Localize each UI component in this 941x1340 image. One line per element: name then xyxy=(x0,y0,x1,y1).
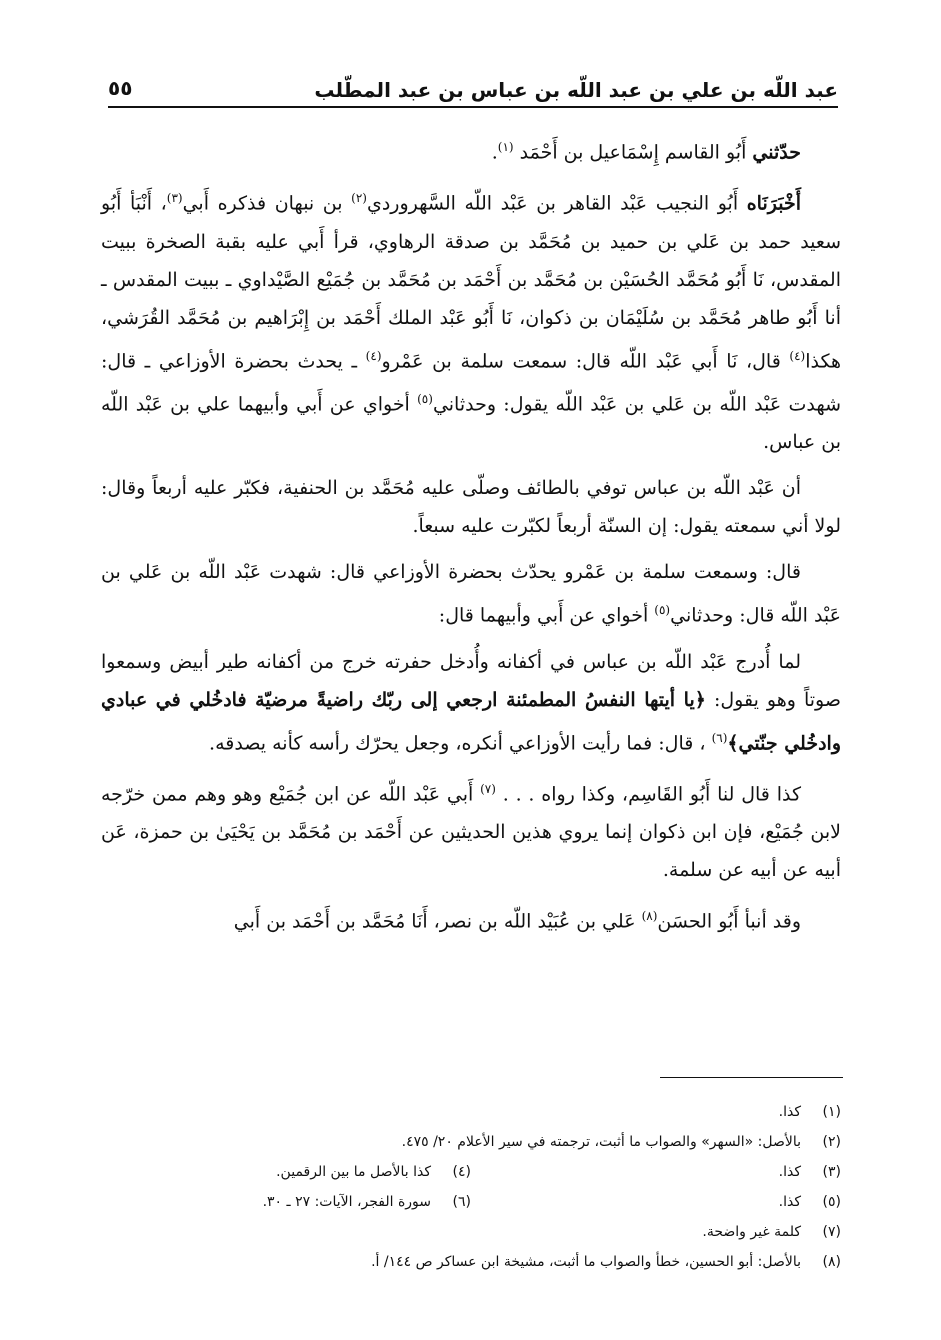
footnote-col xyxy=(471,1187,841,1217)
footnote-text: كذا بالأصل ما بين الرقمين. xyxy=(276,1164,431,1180)
header-rule xyxy=(108,106,838,108)
text-run: لما أُدرج عَبْد اللّه بن عباس في أكفانه وأُدخل حفرته خرج من أكفانه طير أبيض وسمعوا صوتاً وهو يقول: xyxy=(101,650,841,711)
footnote-text: بالأصل: أبو الحسين، خطأ والصواب ما أثبت، مشيخة ابن عساكر ص ١٤٤/ أ. xyxy=(371,1254,801,1270)
text-run: أَبي عَبْد اللّه عن ابن جُمَيْع وهو وهم ممن خرّجه لابن جُمَيْع، فإن ابن ذكوان إنما يروي هذين الحديثين عن أَحْمَد بن مُحَمَّد بن يَحْيَىٰ بن حمزة، عَن أبيه عن أبيه عن سلمة. xyxy=(101,783,841,882)
footnote-ref: (١) xyxy=(497,140,514,154)
text-run: بن نبهان فذكره xyxy=(217,192,343,215)
text-run: قال، نَا أَبي عَبْد اللّه قال: سمعت سلمة بن عَمْرو xyxy=(381,349,781,372)
text-run: أَبُو القاسم إِسْمَاعيل بن أَحْمَد xyxy=(519,141,747,164)
quran-verse: ﴿يا أيتها النفسُ المطمئنة ارجعي إلى ربّك راضيةً مرضيّة فادخُلي في عبادي وادخُلي جنّتي﴾ xyxy=(101,688,841,754)
footnote xyxy=(101,1157,841,1187)
footnote xyxy=(101,1247,841,1277)
footnote-ref: (٨) xyxy=(641,909,658,924)
footnote xyxy=(101,1217,841,1247)
paragraph-1: حدّثني أَبُو القاسم إِسْمَاعيل بن أَحْمَد $^{(١)}$. xyxy=(491,140,801,164)
text-run: قال: وسمعت سلمة بن عَمْرو يحدّث بحضرة الأوزاعي قال: شهدت عَبْد اللّه بن عَلي بن عَبْد اللّه قال: وحدثاني xyxy=(101,561,841,627)
bold-term: حدّثني xyxy=(752,141,801,164)
footnote-number: (١) xyxy=(822,1104,841,1120)
footnote-number: (٦) xyxy=(452,1194,471,1210)
footnote-ref: (٤) xyxy=(365,348,382,363)
footnote-ref: (٥) xyxy=(417,391,433,406)
paragraph-7 xyxy=(101,897,841,940)
footnote-col xyxy=(101,1157,471,1187)
footnote-text: كذا. xyxy=(778,1194,801,1210)
text-run: أَبي xyxy=(182,192,209,215)
footnote-ref: (٢) xyxy=(351,191,367,206)
footnote xyxy=(101,1187,841,1217)
footnote-number: (٢) xyxy=(822,1134,841,1150)
footnote-separator xyxy=(660,1077,843,1078)
text-run: أخواي عن أَبي وأبيهما قال: xyxy=(438,604,649,627)
footnote-text: كذا. xyxy=(778,1164,801,1180)
footnote-col xyxy=(101,1187,471,1217)
text-run: عَلي بن عُبَيْد اللّه بن نصر، أَنَا مُحَمَّد بن أَحْمَد بن أَبي xyxy=(233,910,636,933)
footnote-ref: (٥) xyxy=(654,603,671,618)
text-run: أَبُو النجيب عَبْد القاهر بن عَبْد اللّه السَّهروردي xyxy=(366,192,739,215)
footnote-text: كلمة غير واضحة. xyxy=(702,1224,801,1240)
footnote-text: بالأصل: «السهر» والصواب ما أثبت، ترجمته في سير الأعلام ٢٠/ ٤٧٥. xyxy=(401,1134,801,1150)
header-title: عبد اللّه بن علي بن عبد اللّه بن عباس بن عبد المطّلب xyxy=(314,78,838,102)
footnote-number: (٨) xyxy=(822,1254,841,1270)
footnote-number: (٧) xyxy=(822,1224,841,1240)
footnote-number: (٣) xyxy=(822,1164,841,1180)
paragraph-5 xyxy=(101,643,841,762)
paragraph-3: أن عَبْد اللّه بن عباس توفي بالطائف وصلّى عليه مُحَمَّد بن الحنفية، فكبّر عليه أربعاً وقال: لولا أني سمعته يقول: إن السنّة أربعاً لكبّرت عليه سبعاً. xyxy=(101,477,841,538)
text-run: كذا قال لنا أَبُو القَاسِم، وكذا رواه . . . xyxy=(502,783,801,806)
paragraph-6 xyxy=(101,770,841,889)
running-header xyxy=(108,68,838,108)
text-run: ، أَنْبَأ أَبُو سعيد حمد بن عَلي بن حميد بن مُحَمَّد بن صدقة الرهاوي، قرأ أَبي عليه بقبة الصخرة ببيت المقدس، نَا أَبُو مُحَمَّد الحُسَيْن بن مُحَمَّد بن أَحْمَد بن مُحَمَّد بن جُمَيْع الصَّيْداوي ـ ببيت المقدس ـ أنا أَبُو طاهر مُحَمَّد بن سُلَيْمَان بن ذكوان، نَا أَبُو عَبْد الملك أَحْمَد بن إِبْرَاهيم بن مُحَمَّد القُرَشي، هكذا xyxy=(101,192,841,372)
footnote-text: سورة الفجر، الآيات: ٢٧ ـ ٣٠. xyxy=(262,1194,431,1210)
text-run: أخواي عن أَبي وأبيهما علي بن عَبْد اللّه بن عباس. xyxy=(101,393,841,454)
paragraph-4 xyxy=(101,553,841,634)
footnotes xyxy=(101,1097,841,1277)
text-run: وقد أنبأ أَبُو الحسَن xyxy=(657,910,801,933)
paragraph-2 xyxy=(101,179,841,461)
text-run: ، قال: فما رأيت الأوزاعي أنكره، وجعل يحرّك رأسه كأنه يصدقه. xyxy=(209,731,706,754)
footnote-ref: (٧) xyxy=(480,781,496,796)
footnote xyxy=(101,1127,841,1157)
footnote-number: (٥) xyxy=(822,1194,841,1210)
bold-term: أَخْبَرَنَاه xyxy=(746,192,801,215)
footnote xyxy=(101,1097,841,1127)
footnote-col xyxy=(471,1157,841,1187)
text-run: ـ يحدث بحضرة الأوزاعي ـ قال: شهدت عَبْد اللّه بن عَلي بن عَبْد اللّه يقول: وحدثاني xyxy=(101,349,841,416)
footnote-ref: (٣) xyxy=(166,191,183,206)
footnote-ref: (٦) xyxy=(711,730,728,745)
page-number: ٥٥ xyxy=(108,76,133,100)
main-text xyxy=(101,128,841,949)
footnote-ref: (٤) xyxy=(789,348,806,363)
footnote-text: كذا. xyxy=(778,1104,801,1120)
footnote-number: (٤) xyxy=(452,1164,471,1180)
